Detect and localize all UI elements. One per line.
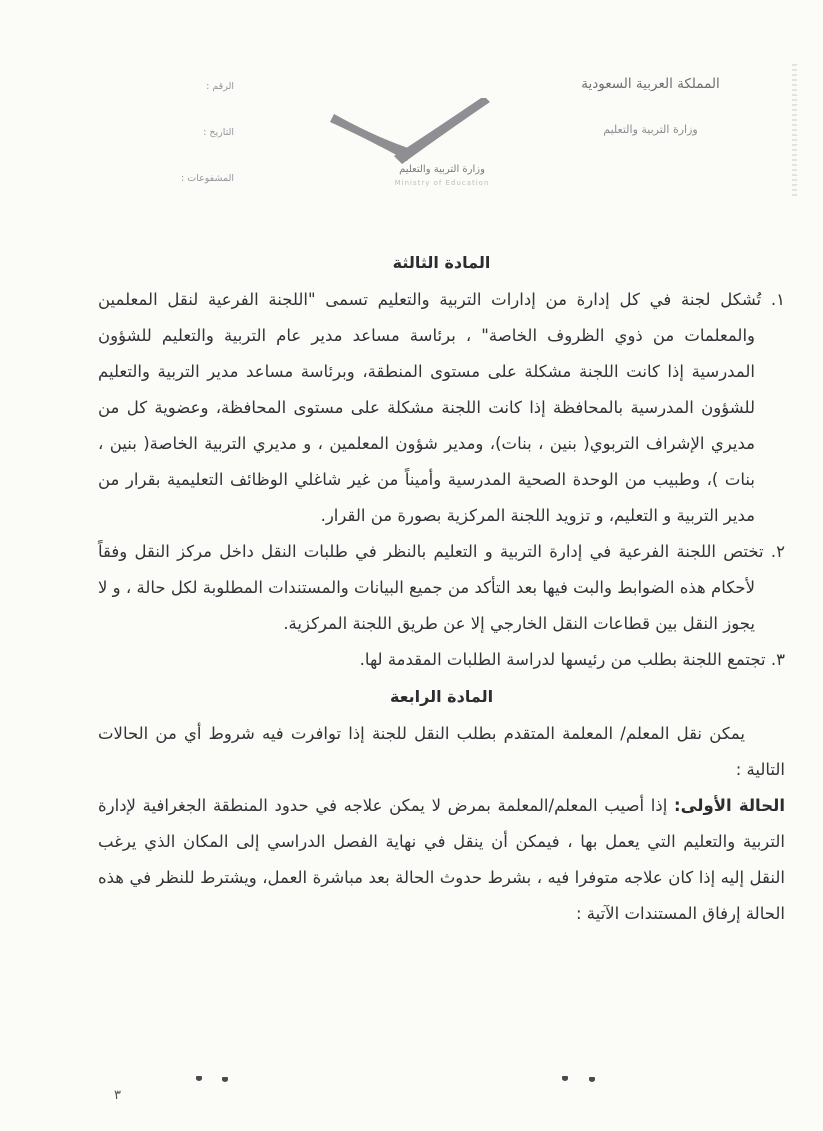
item-text: تجتمع اللجنة بطلب من رئيسها لدراسة الطلبات المقدمة لها. [359, 650, 766, 669]
article-three-item-1 [98, 282, 785, 534]
logo-caption-arabic: وزارة التربية والتعليم [399, 164, 485, 175]
item-number: ٢. [770, 542, 785, 561]
logo-caption-english: Ministry of Education [394, 179, 490, 187]
ink-dot [562, 1076, 568, 1081]
item-text: تختص اللجنة الفرعية في إدارة التربية و التعليم بالنظر في طلبات النقل داخل مركز النقل وفقاً لأحكام هذه الضوابط والبت فيها بعد التأكد من جميع البيانات والمستندات المطلوبة لكل حالة ، و لا يجوز النقل بين قطاعات النقل الخارجي إلا عن طريق اللجنة المركزية. [98, 542, 764, 633]
letterhead-ministry-title: وزارة التربية والتعليم [603, 123, 698, 136]
article-three-item-2 [98, 534, 785, 642]
document-body [98, 244, 785, 932]
ink-dot [589, 1077, 595, 1082]
case-one-text: إذا أصيب المعلم/المعلمة بمرض لا يمكن علاجه في حدود المنطقة الجغرافية لإدارة التربية والتعليم التي يعمل بها ، فيمكن أن ينقل في نهاية الفصل الدراسي إلى المكان الذي يرغب النقل إليه إذا كان علاجه متوفرا فيه ، بشرط حدوث الحالة بعد مباشرة العمل، ويشترط للنظر في هذه الحالة إرفاق المستندات الآتية : [98, 796, 785, 923]
case-one-paragraph [98, 788, 785, 932]
article-three-title: المادة الثالثة [392, 253, 491, 272]
number-field-label: الرقم : [206, 81, 234, 92]
ink-dot [222, 1077, 228, 1082]
item-number: ٣. [770, 650, 785, 669]
case-one-label: الحالة الأولى: [673, 796, 785, 815]
article-four-intro: يمكن نقل المعلم/ المعلمة المتقدم بطلب النقل للجنة إذا توافرت فيه شروط أي من الحالات التالية : [98, 724, 785, 779]
article-four-title: المادة الرابعة [389, 687, 494, 706]
scan-artifact-streak [792, 64, 797, 196]
attachments-field-label: المشفوعات : [181, 173, 234, 184]
ministry-logo-icon [322, 98, 498, 170]
date-field-label: التاريخ : [203, 127, 234, 138]
letterhead-kingdom-title: المملكة العربية السعودية [581, 76, 720, 92]
page-number: ٣ [114, 1088, 121, 1103]
ink-dot [196, 1076, 202, 1081]
item-text: تُشكل لجنة في كل إدارة من إدارات التربية والتعليم تسمى "اللجنة الفرعية لنقل المعلمين والمعلمات من ذوي الظروف الخاصة" ، برئاسة مساعد مدير عام التربية والتعليم للشؤون المدرسية إذا كانت اللجنة مشكلة على مستوى المنطقة، وبرئاسة مساعد مدير التربية والتعليم للشؤون المدرسية بالمحافظة إذا كانت اللجنة مشكلة على مستوى المحافظة، وعضوية كل من مديري الإشراف التربوي( بنين ، بنات)، ومدير شؤون المعلمين ، و مديري التربية الخاصة( بنين ، بنات )، وطبيب من الوحدة الصحية المدرسية وأميناً من غير شاغلي الوظائف التعليمية بقرار من مدير التربية و التعليم، و تزويد اللجنة المركزية بصورة من القرار. [98, 290, 762, 525]
article-three-item-3 [98, 642, 785, 678]
item-number: ١. [770, 290, 786, 309]
